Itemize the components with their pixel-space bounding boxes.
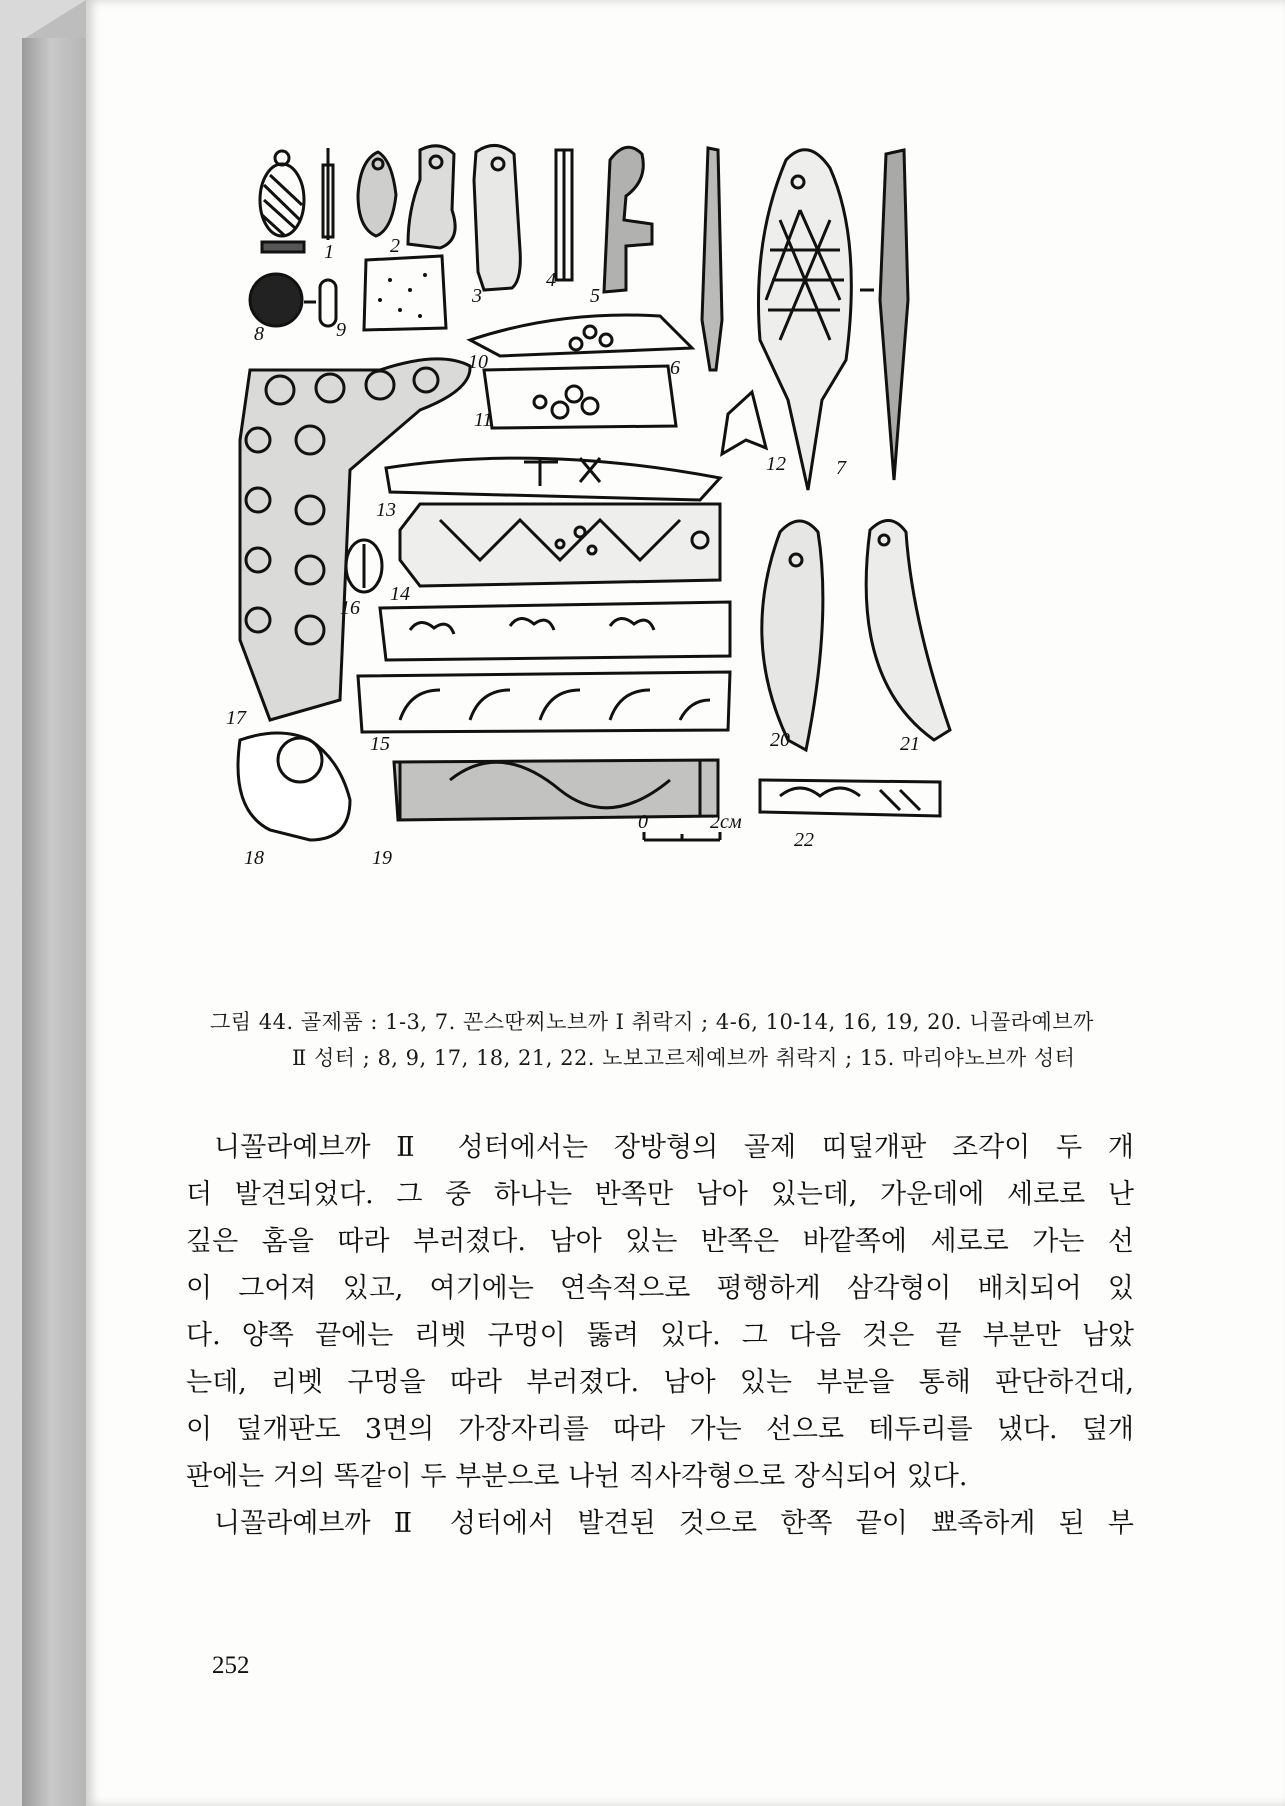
- figure-label: 8: [254, 323, 264, 345]
- figure-label: 10: [468, 351, 488, 373]
- figure-label: 6: [670, 357, 680, 379]
- body-line: 는데, 리벳 구멍을 따라 부러졌다. 남아 있는 부분을 통해 판단하건대,: [186, 1367, 1134, 1398]
- figure-label: 2: [390, 235, 400, 257]
- body-text: [186, 1124, 1134, 1547]
- figure-label: 12: [766, 453, 786, 475]
- figure-label: 9: [336, 319, 346, 341]
- figure-label: 13: [376, 499, 396, 521]
- body-line: 판에는 거의 똑같이 두 부분으로 나뉜 직사각형으로 장식되어 있다.: [186, 1461, 968, 1492]
- bone-artifacts-drawing: [226, 140, 1100, 980]
- artifact-18: [238, 733, 350, 840]
- artifact-10-11: [470, 315, 692, 428]
- figure-label: 21: [900, 733, 920, 755]
- body-line: 이 덮개판도 3면의 가장자리를 따라 가는 선으로 테두리를 냈다. 덮개: [186, 1414, 1134, 1445]
- scale-zero-label: 0: [638, 811, 648, 833]
- artifact-figure: [226, 140, 1100, 980]
- caption-line-1: 그림 44. 골제품 : 1-3, 7. 꼰스딴찌노브까 I 취락지 ; 4-6, 10-14, 16, 19, 20. 니꼴라예브까: [210, 1010, 1094, 1034]
- figure-label: 17: [226, 707, 246, 729]
- artifact-2: [358, 146, 455, 248]
- body-line: 더 발견되었다. 그 중 하나는 반쪽만 남아 있는데, 가운데에 세로로 난: [186, 1179, 1134, 1210]
- artifact-13: [386, 458, 720, 500]
- artifact-5: [604, 147, 652, 292]
- figure-label: 11: [474, 409, 493, 431]
- artifact-19: [394, 760, 718, 820]
- artifact-14: [400, 504, 720, 586]
- book-spine-top: [22, 0, 86, 40]
- artifact-7: [758, 150, 908, 490]
- book-spine: [22, 38, 86, 1806]
- body-line: 니꼴라예브까 Ⅱ 성터에서는 장방형의 골제 띠덮개판 조각이 두 개: [214, 1132, 1134, 1163]
- artifact-8-9: [250, 274, 336, 326]
- figure-label: 19: [372, 847, 392, 869]
- artifact-12: [722, 392, 766, 454]
- figure-caption: [210, 1004, 1170, 1076]
- scale-unit-label: 2см: [710, 811, 742, 833]
- artifact-20: [762, 521, 823, 750]
- figure-label: 3: [472, 285, 482, 307]
- figure-label: 18: [244, 847, 264, 869]
- artifact-22: [760, 780, 940, 816]
- figure-label: 15: [370, 733, 390, 755]
- caption-line-2: Ⅱ 성터 ; 8, 9, 17, 18, 21, 22. 노보고르제예브까 취락지 ; 15. 마리야노브까 성터: [292, 1046, 1076, 1070]
- figure-label: 22: [794, 829, 814, 851]
- artifact-21: [866, 520, 950, 740]
- artifact-6: [702, 148, 722, 370]
- body-line: 니꼴라예브까 Ⅱ 성터에서 발견된 것으로 한쪽 끝이 뾰족하게 된 부: [214, 1508, 1134, 1539]
- figure-label: 16: [340, 597, 360, 619]
- body-line: 깊은 홈을 따라 부러졌다. 남아 있는 반쪽은 바깥쪽에 세로로 가는 선: [186, 1226, 1134, 1257]
- artifact-16: [346, 540, 382, 592]
- figure-label: 14: [390, 583, 410, 605]
- figure-label: 5: [590, 285, 600, 307]
- figure-label: 7: [836, 457, 846, 479]
- figure-label: 4: [546, 269, 556, 291]
- scale-bar: [644, 832, 720, 840]
- figure-label: 20: [770, 729, 790, 751]
- body-line: 이 그어져 있고, 여기에는 연속적으로 평행하게 삼각형이 배치되어 있: [186, 1273, 1134, 1304]
- artifact-10-plate: [364, 256, 446, 330]
- page-number: 252: [212, 1652, 250, 1679]
- body-line: 다. 양쪽 끝에는 리벳 구멍이 뚫려 있다. 그 다음 것은 끝 부분만 남았: [186, 1320, 1134, 1351]
- figure-label: 1: [324, 241, 334, 263]
- artifact-15: [358, 602, 730, 732]
- artifact-4: [556, 150, 572, 280]
- artifact-1: [260, 148, 333, 252]
- artifact-3: [474, 145, 520, 290]
